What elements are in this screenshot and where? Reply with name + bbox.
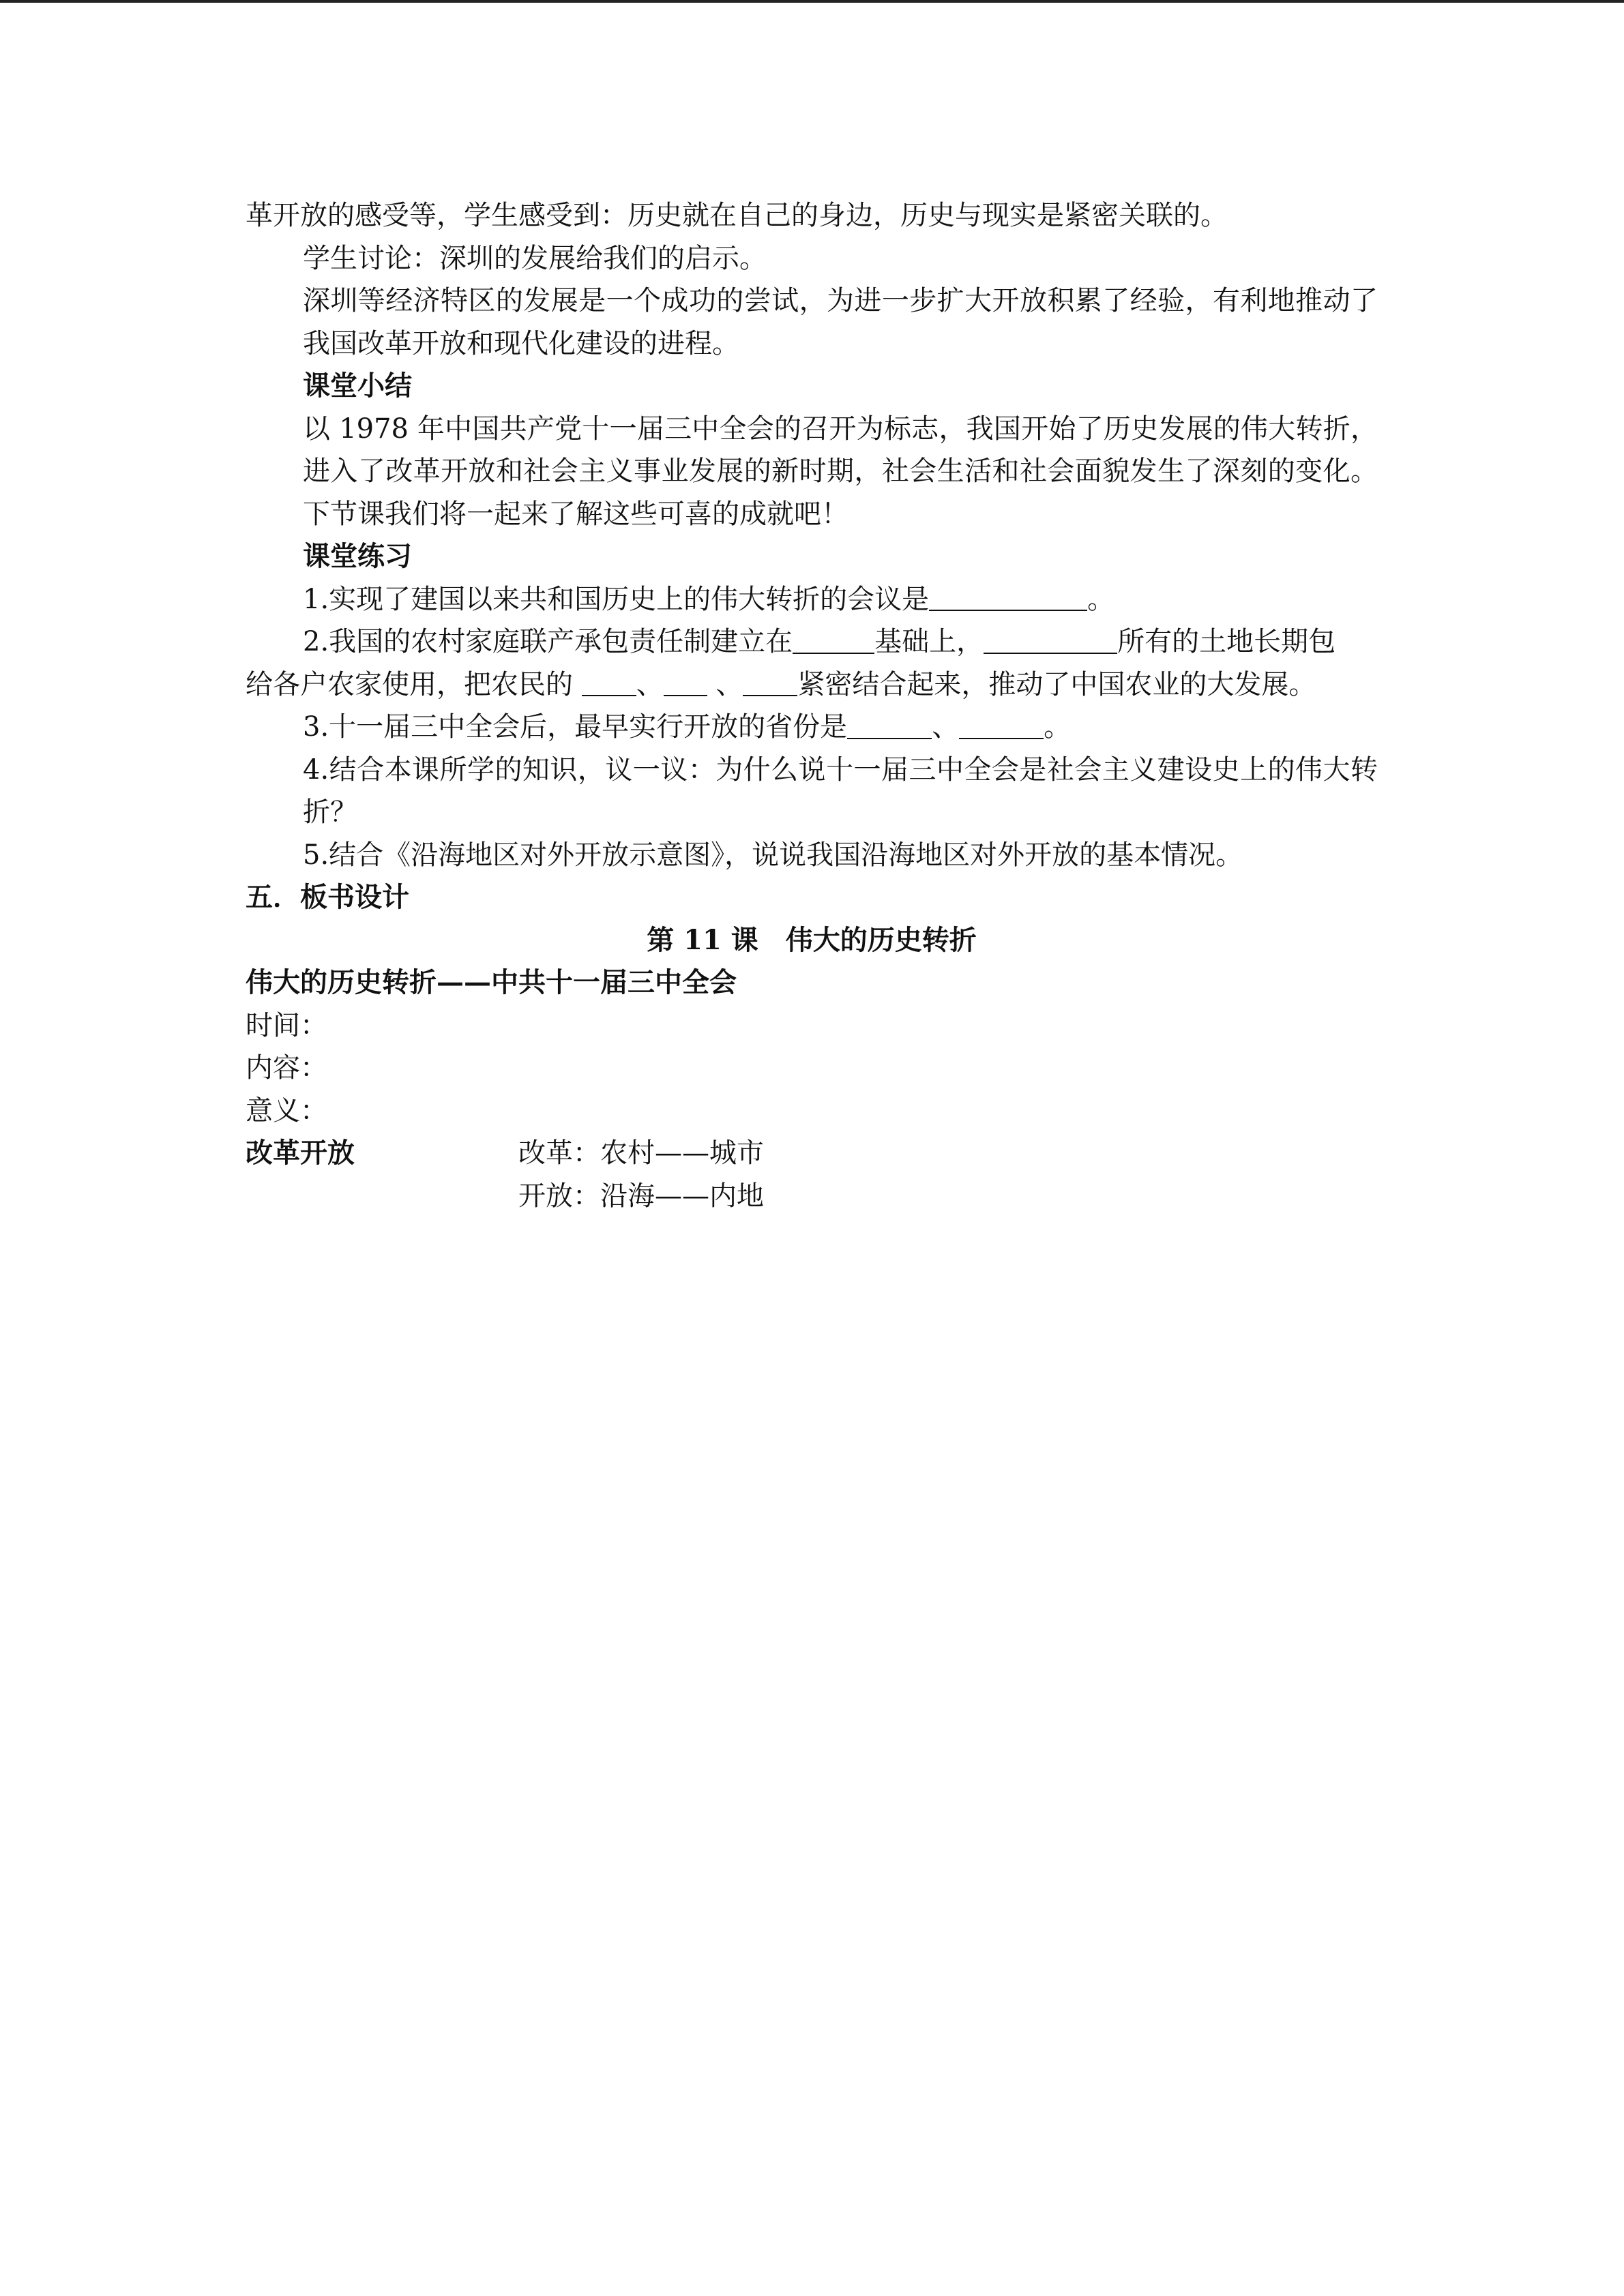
answer-blank[interactable] bbox=[929, 582, 1087, 611]
question-3-end: 。 bbox=[1044, 711, 1072, 743]
document-page bbox=[246, 194, 1378, 1217]
question-1-end: 。 bbox=[1087, 583, 1115, 615]
summary-heading: 课堂小结 bbox=[303, 370, 412, 402]
question-2-text: 紧密结合起来，推动了中国农业的大发展。 bbox=[797, 668, 1316, 700]
answer-blank[interactable] bbox=[984, 625, 1117, 654]
content-label: 内容： bbox=[246, 1052, 327, 1084]
summary-paragraph: 以 1978 年中国共产党十一届三中全会的召开为标志，我国开始了历史发展的伟大转折，进入了改革开放和社会主义事业发展的新时期，社会生活和社会面貌发生了深刻的变化。下节课我们将一起来了解这些可喜的成就吧！ bbox=[303, 413, 1378, 530]
question-2-line-1: 2.我国的农村家庭联产承包责任制建立在 基础上， 所有的土地长期包 bbox=[303, 626, 1336, 657]
question-2-text: 、 bbox=[707, 668, 743, 700]
open-line: 开放：沿海——内地 bbox=[518, 1180, 764, 1212]
question-3-text: 、 bbox=[932, 711, 960, 743]
answer-blank[interactable] bbox=[582, 668, 636, 696]
lesson-title: 第 11 课 伟大的历史转折 bbox=[647, 923, 977, 956]
question-3 bbox=[246, 706, 1378, 749]
student-discussion-line: 学生讨论：深圳的发展给我们的启示。 bbox=[303, 242, 767, 274]
time-label: 时间： bbox=[246, 1009, 327, 1041]
board-design-heading: 五．板书设计 bbox=[246, 881, 409, 913]
question-2-line-2: 给各户农家使用，把农民的 、 、 紧密结合起来，推动了中国农业的大发展。 bbox=[246, 668, 1316, 700]
answer-blank[interactable] bbox=[743, 668, 797, 696]
reform-open-row bbox=[246, 1132, 1378, 1175]
question-1 bbox=[246, 578, 1378, 621]
answer-blank[interactable] bbox=[959, 711, 1044, 739]
answer-blank[interactable] bbox=[793, 625, 874, 654]
answer-blank[interactable] bbox=[847, 711, 932, 739]
question-1-text: 1.实现了建国以来共和国历史上的伟大转折的会议是 bbox=[303, 583, 930, 615]
reform-open-label: 改革开放 bbox=[246, 1137, 355, 1169]
shenzhen-paragraph: 深圳等经济特区的发展是一个成功的尝试，为进一步扩大开放积累了经验，有利地推动了我国改革开放和现代化建设的进程。 bbox=[303, 285, 1378, 359]
paragraph-line: 革开放的感受等，学生感受到：历史就在自己的身边，历史与现实是紧密关联的。 bbox=[246, 200, 1228, 231]
question-2-text: 、 bbox=[636, 668, 664, 700]
question-2-text: 2.我国的农村家庭联产承包责任制建立在 bbox=[303, 626, 793, 657]
question-4: 4.结合本课所学的知识，议一议：为什么说十一届三中全会是社会主义建设史上的伟大转折？ bbox=[303, 754, 1378, 828]
page-top-border bbox=[0, 0, 1624, 3]
question-3-text: 3.十一届三中全会后，最早实行开放的省份是 bbox=[303, 711, 848, 743]
reform-line: 改革：农村——城市 bbox=[518, 1137, 764, 1169]
question-2-text: 基础上， bbox=[874, 626, 984, 657]
board-subtitle: 伟大的历史转折——中共十一届三中全会 bbox=[246, 966, 737, 998]
meaning-label: 意义： bbox=[246, 1094, 327, 1127]
question-5: 5.结合《沿海地区对外开放示意图》，说说我国沿海地区对外开放的基本情况。 bbox=[303, 839, 1243, 871]
practice-heading: 课堂练习 bbox=[303, 540, 412, 572]
answer-blank[interactable] bbox=[664, 668, 707, 696]
